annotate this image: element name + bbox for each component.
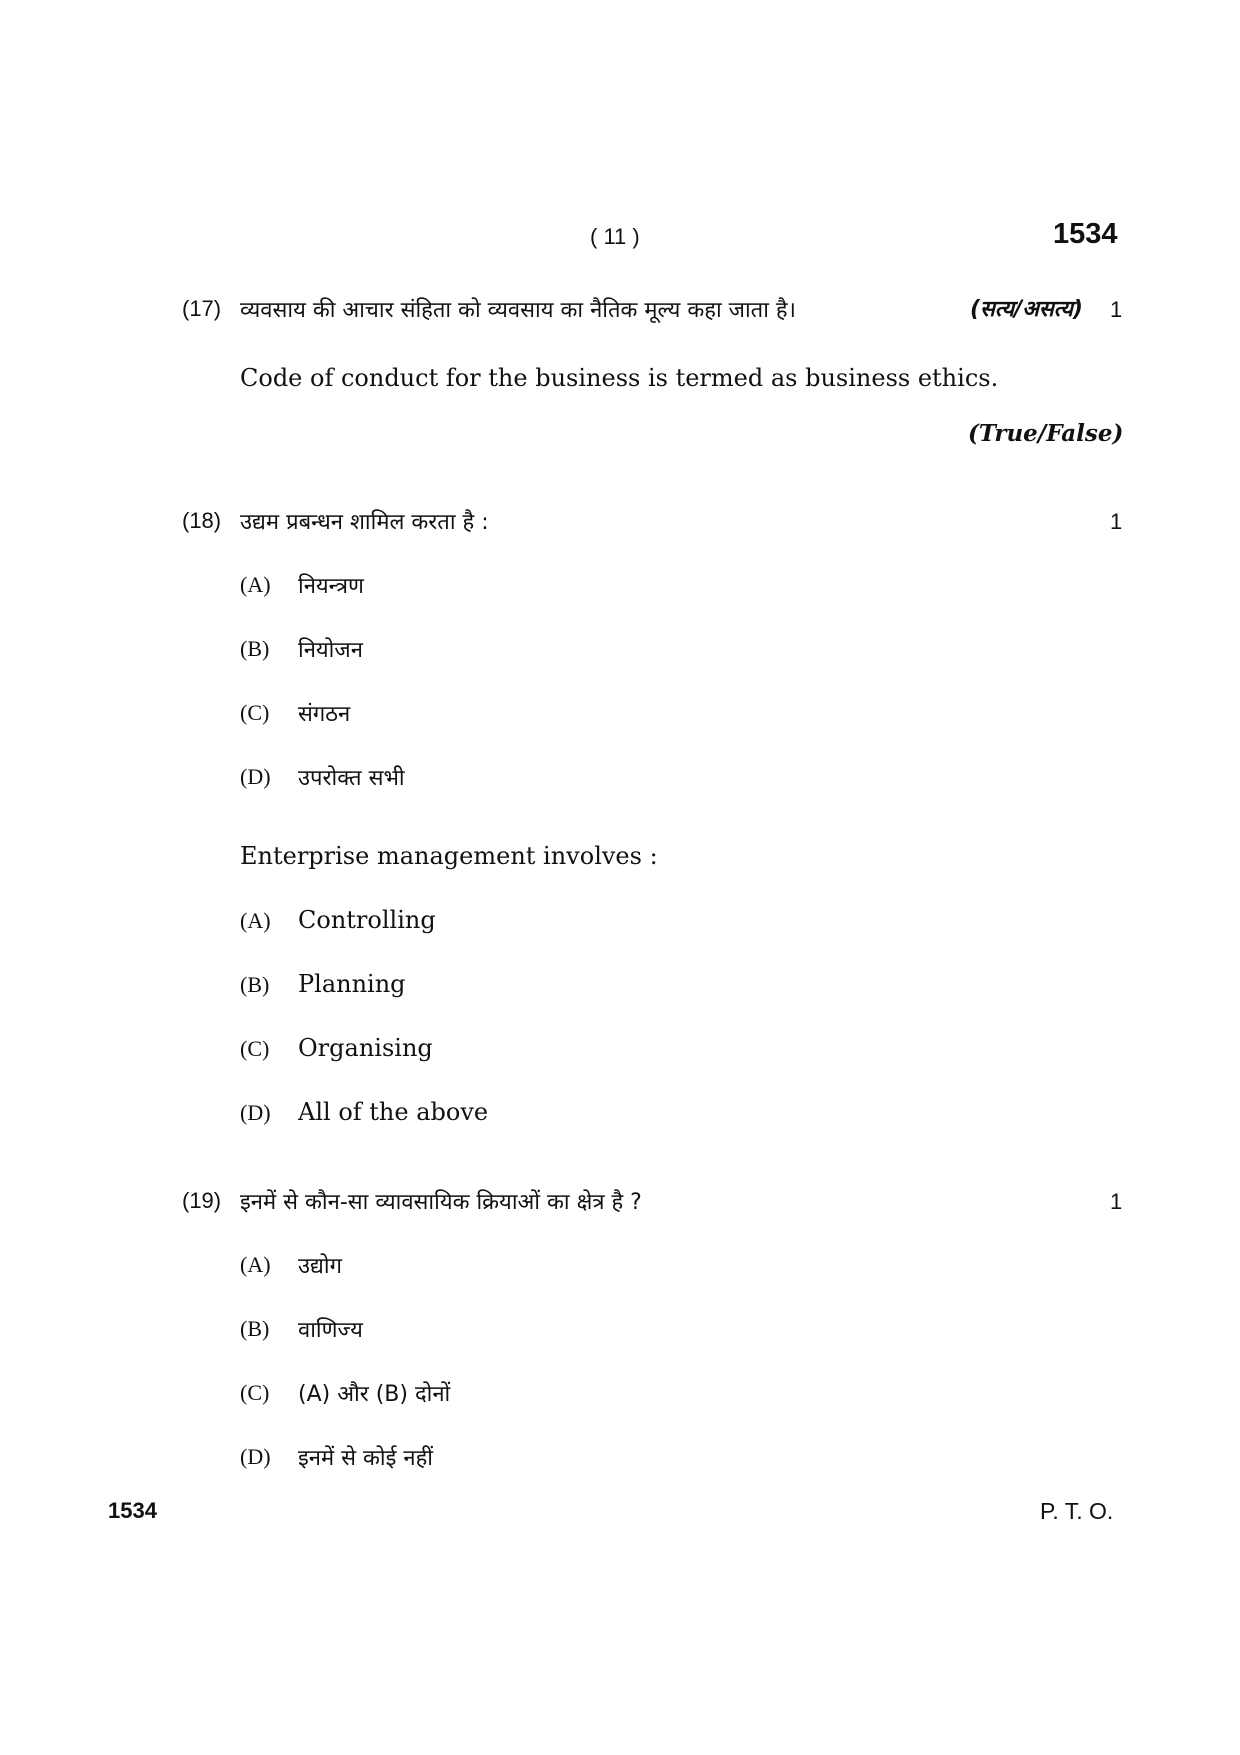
answer-format-english: (True/False): [968, 420, 1124, 447]
question-text-hindi: व्यवसाय की आचार संहिता को व्यवसाय का नैतिक मूल्य कहा जाता है।: [240, 298, 796, 323]
option-text: Organising: [298, 1034, 433, 1062]
question-number: (17): [182, 296, 222, 321]
option-label: (C): [240, 700, 270, 725]
question-text-english: Code of conduct for the business is termed as business ethics.: [240, 364, 999, 392]
paper-code-header: 1534: [1053, 218, 1118, 250]
option-text: इनमें से कोई नहीं: [298, 1446, 434, 1471]
option-text: All of the above: [298, 1098, 489, 1126]
answer-format-hindi: (सत्य/असत्य): [970, 297, 1083, 322]
option-label: (B): [240, 636, 270, 661]
page-number: ( 11 ): [590, 224, 640, 249]
option-text: उपरोक्त सभी: [298, 766, 405, 791]
option-label: (D): [240, 1100, 271, 1125]
option-label: (B): [240, 972, 270, 997]
question-marks: 1: [1110, 1189, 1123, 1214]
option-text: Controlling: [298, 906, 436, 934]
option-text: उद्योग: [298, 1254, 343, 1279]
option-text: नियोजन: [298, 638, 363, 663]
pto-label: P. T. O.: [1040, 1498, 1114, 1524]
option-label: (A): [240, 1252, 271, 1277]
question-number: (19): [182, 1188, 222, 1213]
question-text-english: Enterprise management involves :: [240, 842, 658, 870]
option-text: (A) और (B) दोनों: [298, 1382, 451, 1407]
option-text: संगठन: [298, 702, 351, 727]
question-text-hindi: इनमें से कौन-सा व्यावसायिक क्रियाओं का क्षेत्र है ?: [240, 1190, 642, 1215]
option-label: (B): [240, 1316, 270, 1341]
option-label: (A): [240, 572, 271, 597]
paper-code-footer: 1534: [108, 1498, 157, 1523]
option-text: वाणिज्य: [298, 1318, 363, 1343]
question-marks: 1: [1110, 509, 1123, 534]
option-text: Planning: [298, 970, 406, 998]
question-marks: 1: [1110, 297, 1123, 322]
option-label: (A): [240, 908, 271, 933]
option-text: नियन्त्रण: [298, 574, 364, 599]
question-text-hindi: उद्यम प्रबन्धन शामिल करता है :: [240, 510, 489, 535]
option-label: (C): [240, 1036, 270, 1061]
option-label: (C): [240, 1380, 270, 1405]
question-number: (18): [182, 508, 222, 533]
option-label: (D): [240, 1444, 271, 1469]
option-label: (D): [240, 764, 271, 789]
